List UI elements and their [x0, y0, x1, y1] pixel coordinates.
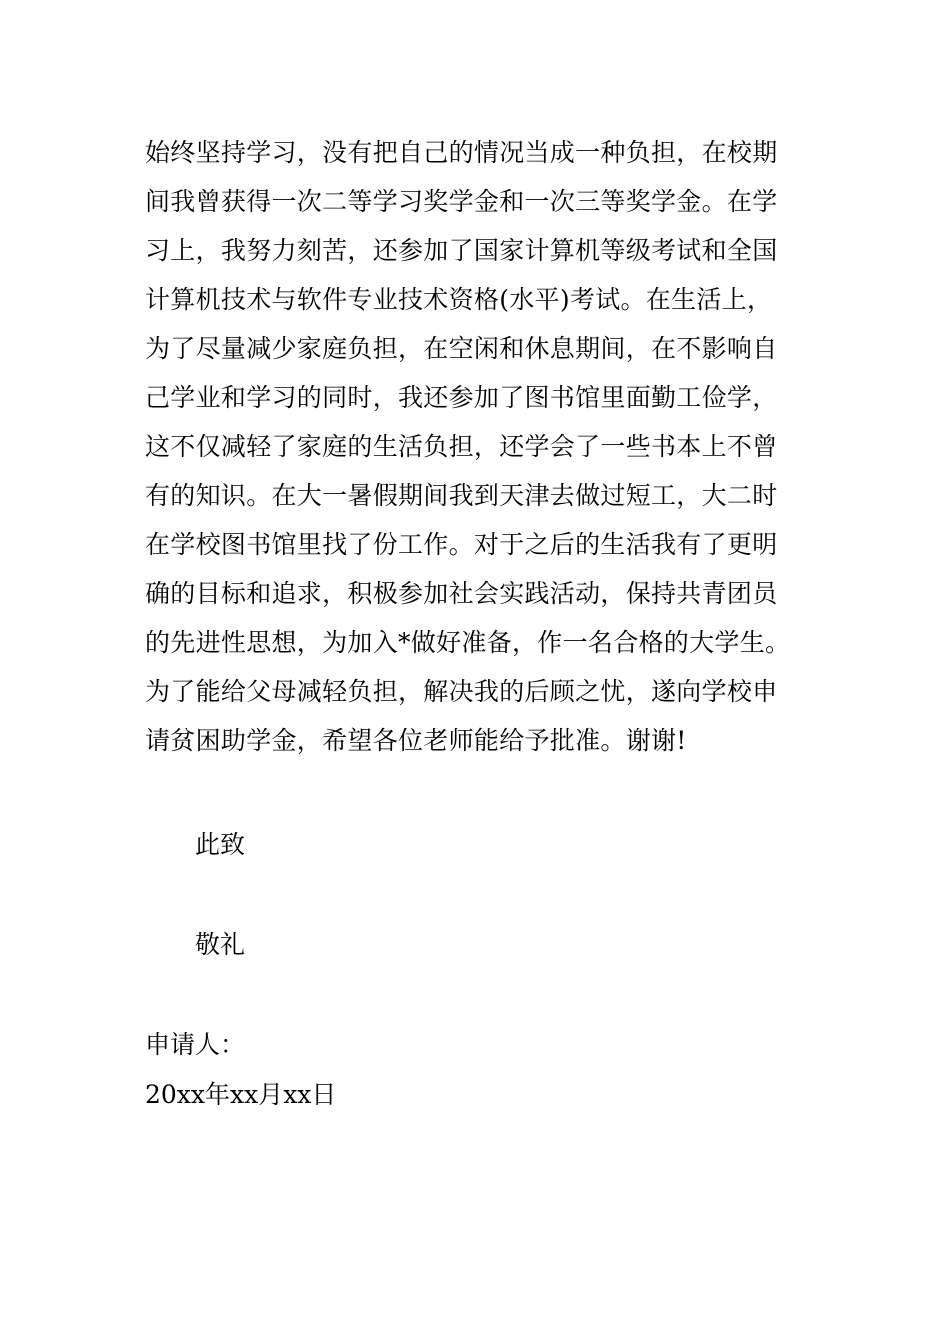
body-line: 间我曾获得一次二等学习奖学金和一次三等奖学金。在学 [145, 187, 778, 216]
body-line: 在学校图书馆里找了份工作。对于之后的生活我有了更明 [145, 530, 778, 559]
body-line: 始终坚持学习，没有把自己的情况当成一种负担，在校期 [145, 138, 778, 167]
body-line: 的先进性思想，为加入*做好准备，作一名合格的大学生。 [145, 628, 791, 657]
body-line: 这不仅减轻了家庭的生活负担，还学会了一些书本上不曾 [145, 432, 778, 461]
letter-body [145, 128, 815, 765]
body-line: 有的知识。在大一暑假期间我到天津去做过短工，大二时 [145, 481, 778, 510]
body-line: 请贫困助学金，希望各位老师能给予批准。谢谢! [145, 726, 687, 755]
closing-salutation: 此致 [195, 830, 246, 859]
body-line: 确的目标和追求，积极参加社会实践活动，保持共青团员 [145, 579, 778, 608]
body-line: 为了能给父母减轻负担，解决我的后顾之忧，遂向学校申 [145, 677, 778, 706]
body-line: 习上，我努力刻苦，还参加了国家计算机等级考试和全国 [145, 236, 778, 265]
letter-date: 20xx年xx月xx日 [145, 1080, 337, 1109]
closing-regards: 敬礼 [195, 930, 246, 959]
applicant-label: 申请人： [145, 1030, 246, 1059]
body-line: 计算机技术与软件专业技术资格(水平)考试。在生活上， [145, 285, 773, 314]
body-line: 为了尽量减少家庭负担，在空闲和休息期间，在不影响自 [145, 334, 778, 363]
body-line: 己学业和学习的同时，我还参加了图书馆里面勤工俭学， [145, 383, 778, 412]
